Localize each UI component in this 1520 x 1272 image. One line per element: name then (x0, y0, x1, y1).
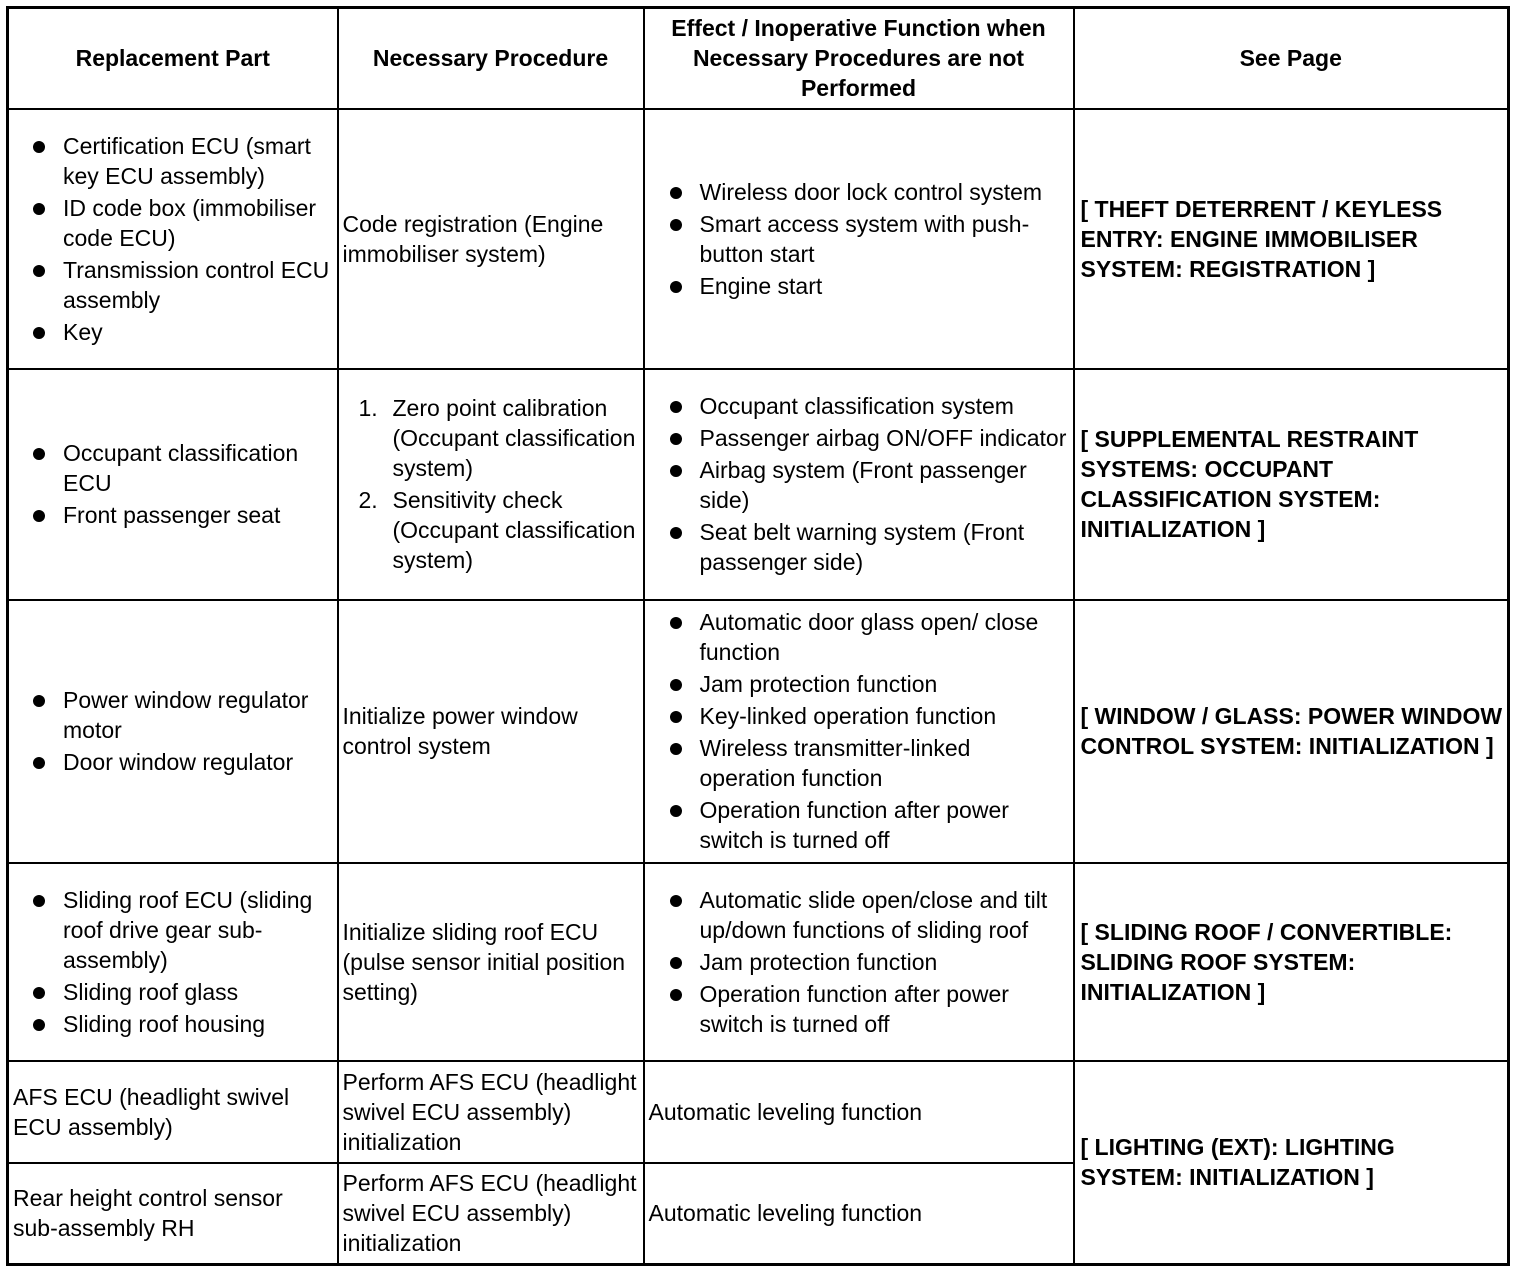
replacement-part-cell (8, 109, 338, 369)
list-item: Occupant classification system (649, 391, 1069, 421)
see-page-cell: [ LIGHTING (EXT): LIGHTING SYSTEM: INITIALIZATION ] (1074, 1061, 1509, 1265)
replacement-part-cell (8, 369, 338, 600)
header-necessary-procedure: Necessary Procedure (338, 8, 644, 109)
effect-cell: Automatic leveling function (644, 1061, 1074, 1163)
part-list (13, 685, 333, 777)
list-item: Sliding roof housing (13, 1009, 333, 1039)
list-item: Operation function after power switch is turned off (649, 979, 1069, 1039)
procedure-cell: Initialize sliding roof ECU (pulse sensor initial position setting) (338, 863, 644, 1061)
step-text: Zero point calibration (Occupant classification system) (392, 395, 636, 481)
replacement-part-cell: Rear height control sensor sub-assembly RH (8, 1163, 338, 1265)
list-item: Jam protection function (649, 669, 1069, 699)
replacement-part-cell (8, 600, 338, 863)
list-item: Occupant classification ECU (13, 438, 333, 498)
step-number: 1. (358, 395, 378, 421)
effect-list (649, 177, 1069, 301)
list-item: Automatic door glass open/ close function (649, 607, 1069, 667)
header-see-page: See Page (1074, 8, 1509, 109)
list-item: Sliding roof ECU (sliding roof drive gear sub-assembly) (13, 885, 333, 975)
list-item: Jam protection function (649, 947, 1069, 977)
effect-cell: Automatic leveling function (644, 1163, 1074, 1265)
list-item: Seat belt warning system (Front passenger side) (649, 517, 1069, 577)
list-item: Operation function after power switch is turned off (649, 795, 1069, 855)
list-item: Smart access system with push-button start (649, 209, 1069, 269)
see-page-cell: [ WINDOW / GLASS: POWER WINDOW CONTROL SYSTEM: INITIALIZATION ] (1074, 600, 1509, 863)
see-page-cell: [ SLIDING ROOF / CONVERTIBLE: SLIDING ROOF SYSTEM: INITIALIZATION ] (1074, 863, 1509, 1061)
effect-cell (644, 369, 1074, 600)
list-item: Door window regulator (13, 747, 333, 777)
list-item (343, 485, 639, 575)
part-list (13, 131, 333, 347)
procedure-cell: Perform AFS ECU (headlight swivel ECU assembly) initialization (338, 1163, 644, 1265)
list-item: Key (13, 317, 333, 347)
list-item: Airbag system (Front passenger side) (649, 455, 1069, 515)
table-row (8, 369, 1509, 600)
effect-list (649, 885, 1069, 1039)
list-item: Front passenger seat (13, 500, 333, 530)
effect-cell (644, 600, 1074, 863)
procedure-table (6, 6, 1510, 1266)
see-page-cell: [ THEFT DETERRENT / KEYLESS ENTRY: ENGINE IMMOBILISER SYSTEM: REGISTRATION ] (1074, 109, 1509, 369)
list-item: Engine start (649, 271, 1069, 301)
list-item: Certification ECU (smart key ECU assembly) (13, 131, 333, 191)
part-list (13, 885, 333, 1039)
procedure-cell: Perform AFS ECU (headlight swivel ECU assembly) initialization (338, 1061, 644, 1163)
table-row (8, 1061, 1509, 1163)
list-item: Wireless door lock control system (649, 177, 1069, 207)
list-item (343, 393, 639, 483)
list-item: Sliding roof glass (13, 977, 333, 1007)
list-item: Wireless transmitter-linked operation function (649, 733, 1069, 793)
effect-cell (644, 863, 1074, 1061)
step-number: 2. (358, 487, 378, 513)
procedure-cell: Code registration (Engine immobiliser system) (338, 109, 644, 369)
header-replacement-part: Replacement Part (8, 8, 338, 109)
list-item: Passenger airbag ON/OFF indicator (649, 423, 1069, 453)
list-item: Automatic slide open/close and tilt up/down functions of sliding roof (649, 885, 1069, 945)
table-row (8, 109, 1509, 369)
table-row (8, 863, 1509, 1061)
step-text: Sensitivity check (Occupant classification system) (392, 487, 636, 573)
header-effect: Effect / Inoperative Function when Necessary Procedures are not Performed (644, 8, 1074, 109)
header-row (8, 8, 1509, 109)
procedure-cell: Initialize power window control system (338, 600, 644, 863)
list-item: Key-linked operation function (649, 701, 1069, 731)
replacement-part-cell (8, 863, 338, 1061)
effect-list (649, 607, 1069, 855)
effect-cell (644, 109, 1074, 369)
list-item: Power window regulator motor (13, 685, 333, 745)
table-row (8, 600, 1509, 863)
procedure-steps (343, 393, 639, 575)
replacement-part-cell: AFS ECU (headlight swivel ECU assembly) (8, 1061, 338, 1163)
effect-list (649, 391, 1069, 577)
part-list (13, 438, 333, 530)
procedure-cell (338, 369, 644, 600)
see-page-cell: [ SUPPLEMENTAL RESTRAINT SYSTEMS: OCCUPANT CLASSIFICATION SYSTEM: INITIALIZATION ] (1074, 369, 1509, 600)
list-item: Transmission control ECU assembly (13, 255, 333, 315)
list-item: ID code box (immobiliser code ECU) (13, 193, 333, 253)
